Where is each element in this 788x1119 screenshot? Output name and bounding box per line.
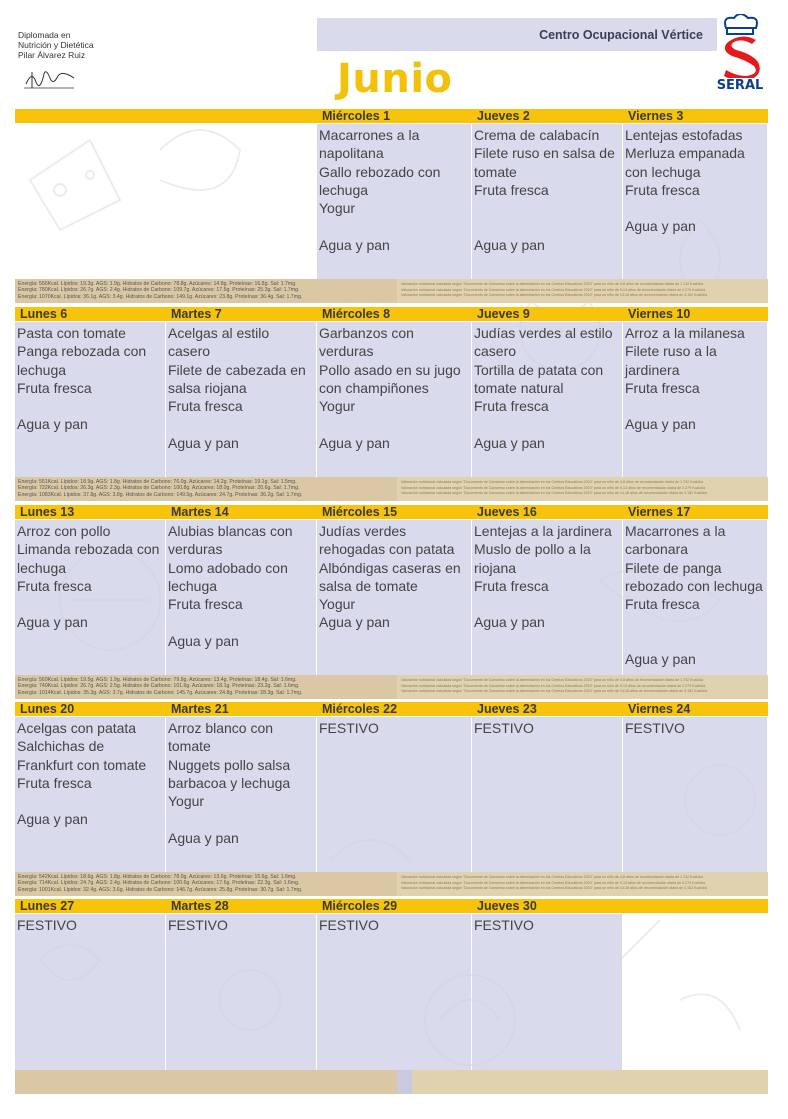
- day-menu-cell: [623, 322, 767, 487]
- week-header-bar: [15, 505, 768, 519]
- menu-item: Agua y pan: [168, 829, 239, 846]
- menu-item: casero: [474, 343, 517, 360]
- menu-item: Merluza empanada: [625, 145, 745, 162]
- menu-item: rebozado con lechuga: [625, 577, 763, 594]
- menu-item: Fruta fresca: [17, 774, 92, 791]
- day-header: Lunes 27: [20, 899, 75, 913]
- day-header: Viernes 17: [628, 505, 691, 519]
- reference-line: Valoración nutricional calculada según "Documento de Consenso sobre la alimentación en los Centros Educativos 2010" para un niño de 14-18 años de recomendación diaria de 3.152 Kcal/día: [401, 886, 708, 891]
- menu-item: Fruta fresca: [474, 398, 549, 415]
- day-menu-cell: [472, 717, 622, 885]
- menu-item: Tortilla de patata con: [474, 361, 604, 378]
- menu-item: verduras: [168, 541, 223, 558]
- menu-list: [474, 324, 620, 452]
- menu-item: salsa riojana: [168, 379, 247, 396]
- day-menu-cell: [317, 520, 471, 687]
- reference-line: Valoración nutricional calculada según "Documento de Consenso sobre la alimentación en los Centros Educativos 2010" para un niño de 9-13 años de recomendación diaria de 2.279 Kcal/día: [401, 683, 706, 688]
- menu-item: Agua y pan: [625, 218, 696, 235]
- reference-line: Valoración nutricional calculada según "Documento de Consenso sobre la alimentación en los Centros Educativos 2010" para un niño de 14-18 años de recomendación diaria de 3.152 Kcal/día: [401, 293, 708, 298]
- day-menu-cell: [623, 717, 767, 885]
- day-header: Miércoles 8: [322, 307, 391, 321]
- menu-item: Fruta fresca: [17, 379, 92, 396]
- nutrition-line: Energía: 1070Kcal. Lípidos: 36.1g. AGS: 3.4g. Hidratos de Carbono: 149.1g. Azúcares: 23.8g. Proteínas: 36.4g. Sal: 1.7mg.: [18, 293, 303, 300]
- menu-list: [474, 916, 620, 934]
- menu-item: Lentejas a la jardinera: [474, 523, 612, 539]
- footer-band: [15, 1070, 412, 1094]
- menu-item: FESTIVO: [168, 917, 228, 933]
- menu-item: Fruta fresca: [168, 596, 243, 613]
- menu-item: Frankfurt con tomate: [17, 756, 147, 773]
- menu-item: carbonara: [625, 541, 689, 558]
- menu-item: [319, 415, 469, 433]
- menu-item: Lentejas estofadas: [625, 127, 743, 143]
- week-header-bar: [15, 899, 768, 913]
- menu-item: Fruta fresca: [625, 379, 700, 396]
- day-menu-cell: [472, 914, 622, 1079]
- day-header: Martes 28: [171, 899, 229, 913]
- menu-item: Agua y pan: [168, 632, 239, 649]
- footer-band: [412, 1070, 768, 1094]
- day-menu-cell: [623, 520, 767, 687]
- menu-item: Agua y pan: [625, 416, 696, 433]
- menu-item: riojana: [474, 559, 517, 576]
- menu-item: Garbanzos con: [319, 325, 414, 341]
- menu-item: rehogadas con patata: [319, 541, 455, 558]
- day-header: Miércoles 15: [322, 505, 398, 519]
- menu-item: Fruta fresca: [625, 596, 700, 613]
- day-header: Lunes 13: [20, 505, 75, 519]
- menu-item: [168, 415, 314, 433]
- menu-item: FESTIVO: [474, 720, 534, 736]
- menu-item: Macarrones a la: [319, 127, 420, 143]
- menu-item: Arroz a la milanesa: [625, 325, 745, 341]
- day-menu-cell: [317, 322, 471, 487]
- day-menu-cell: [166, 520, 316, 687]
- month-title: Junio: [337, 56, 453, 102]
- menu-item: Arroz blanco con: [168, 720, 274, 736]
- week-header-bar: [15, 109, 768, 123]
- day-header: Martes 14: [171, 505, 229, 519]
- nutrition-line: Energía: 551Kcal. Lípidos: 18.9g. AGS: 1.8g. Hidratos de Carbono: 76.0g. Azúcares: 14.2g. Proteínas: 19.1g. Sal: 1.5mg.: [18, 479, 297, 485]
- day-header: Martes 7: [171, 307, 222, 321]
- menu-item: Gallo rebozado con: [319, 163, 441, 180]
- menu-item: Nuggets pollo salsa: [168, 756, 291, 773]
- day-menu-cell: [472, 520, 622, 687]
- menu-item: Yogur: [319, 398, 356, 415]
- menu-item: [625, 397, 765, 415]
- nutrition-reference: [397, 477, 768, 501]
- menu-item: tomate: [474, 163, 517, 180]
- menu-item: Yogur: [319, 200, 356, 217]
- menu-item: Acelgas con patata: [17, 720, 137, 736]
- day-menu-cell: [472, 124, 622, 292]
- menu-list: [168, 522, 314, 650]
- reference-line: Valoración nutricional calculada según "Documento de Consenso sobre la alimentación en los Centros Educativos 2010" para un niño de 9-13 años de recomendación diaria de 2.279 Kcal/día: [401, 485, 706, 490]
- reference-line: Valoración nutricional calculada según "Documento de Consenso sobre la alimentación en los Centros Educativos 2010" para un niño de 4-8 años de recomendación diaria de 1.742 Kcal/día: [401, 480, 704, 484]
- nutrition-summary: [15, 477, 412, 501]
- day-header: Jueves 30: [477, 899, 537, 913]
- menu-list: [625, 126, 765, 236]
- menu-item: Agua y pan: [474, 614, 545, 631]
- dietitian-line: Nutrición y Dietética: [18, 40, 94, 50]
- nutrition-summary: [15, 279, 412, 303]
- menu-list: [168, 719, 314, 847]
- menu-item: Agua y pan: [17, 416, 88, 433]
- day-menu-cell: [166, 717, 316, 885]
- menu-item: [17, 595, 163, 613]
- day-menu-cell: [166, 322, 316, 487]
- menu-item: [625, 199, 765, 217]
- reference-line: Valoración nutricional calculada según "Documento de Consenso sobre la alimentación en los Centros Educativos 2010" para un niño de 4-8 años de recomendación diaria de 1.742 Kcal/día: [401, 678, 704, 682]
- day-header: Viernes 10: [628, 307, 691, 321]
- nutrition-line: Energía: 740Kcal. Lípidos: 26.7g. AGS: 2.5g. Hidratos de Carbono: 101.6g. Azúcares: 18.1g. Proteínas: 23.2g. Sal: 1.6mg.: [18, 683, 300, 690]
- menu-item: Yogur: [168, 793, 205, 810]
- menu-item: Albóndigas caseras en: [319, 559, 461, 576]
- week-header-bar: [15, 307, 768, 321]
- menu-list: [168, 916, 314, 934]
- menu-item: [625, 613, 765, 631]
- menu-item: Fruta fresca: [168, 398, 243, 415]
- menu-item: Agua y pan: [474, 434, 545, 451]
- menu-item: Agua y pan: [168, 434, 239, 451]
- menu-item: [474, 595, 620, 613]
- nutrition-line: Energía: 722Kcal. Lípidos: 26.3g. AGS: 2.3g. Hidratos de Carbono: 100.8g. Azúcares: 18.0g. Proteínas: 20.6g. Sal: 1.7mg.: [18, 485, 300, 492]
- nutrition-line: Energía: 556Kcal. Lípidos: 19.3g. AGS: 1.9g. Hidratos de Carbono: 78.8g. Azúcares: 14.8g. Proteínas: 16.8g. Sal: 1.7mg.: [18, 281, 297, 287]
- day-menu-cell: [317, 914, 471, 1079]
- menu-item: Fruta fresca: [474, 577, 549, 594]
- menu-item: Agua y pan: [319, 434, 390, 451]
- nutrition-line: Energía: 714Kcal. Lípidos: 24.7g. AGS: 2.4g. Hidratos de Carbono: 100.6g. Azúcares: 17.6g. Proteínas: 22.3g. Sal: 1.6mg.: [18, 880, 300, 887]
- menu-list: [474, 719, 620, 737]
- menu-item: FESTIVO: [474, 917, 534, 933]
- menu-item: [17, 792, 163, 810]
- menu-list: [625, 719, 765, 737]
- menu-item: verduras: [319, 343, 374, 360]
- center-name: Centro Ocupacional Vértice: [539, 28, 703, 42]
- menu-item: [17, 397, 163, 415]
- menu-item: [319, 217, 469, 235]
- day-menu-cell: [317, 717, 471, 885]
- menu-item: Filete de cabezada en: [168, 361, 306, 378]
- menu-list: [319, 719, 469, 737]
- menu-list: [168, 324, 314, 452]
- menu-item: [474, 415, 620, 433]
- menu-item: FESTIVO: [17, 917, 77, 933]
- menu-item: Fruta fresca: [474, 181, 549, 198]
- menu-item: casero: [168, 343, 211, 360]
- menu-item: lechuga: [319, 181, 369, 198]
- menu-item: Fruta fresca: [17, 577, 92, 594]
- menu-item: Judías verdes al estilo: [474, 325, 613, 341]
- day-header: Miércoles 29: [322, 899, 398, 913]
- nutrition-line: Energía: 1001Kcal. Lípidos: 32.4g. AGS: 3.6g. Hidratos de Carbono: 146.7g. Azúcares: 25.8g. Proteínas: 30.7g. Sal: 1.7mg.: [18, 886, 303, 893]
- menu-item: tomate: [168, 738, 211, 755]
- menu-item: Macarrones a la: [625, 523, 726, 539]
- menu-item: Panga rebozada con: [17, 343, 147, 360]
- dietitian-line: Diplomada en: [18, 30, 71, 40]
- menu-list: [474, 522, 620, 632]
- menu-item: Yogur: [319, 596, 356, 613]
- nutrition-summary: [15, 872, 412, 896]
- menu-item: Filete ruso en salsa de: [474, 145, 615, 162]
- menu-item: Arroz con pollo: [17, 523, 111, 539]
- day-menu-cell: [317, 124, 471, 292]
- logo-text: SERAL: [716, 78, 764, 93]
- day-header: Jueves 16: [477, 505, 537, 519]
- menu-item: barbacoa y lechuga: [168, 774, 291, 791]
- menu-list: [319, 126, 469, 254]
- week-header-bar: [15, 702, 768, 716]
- reference-line: Valoración nutricional calculada según "Documento de Consenso sobre la alimentación en los Centros Educativos 2010" para un niño de 9-13 años de recomendación diaria de 2.279 Kcal/día: [401, 287, 706, 292]
- day-header: Jueves 9: [477, 307, 530, 321]
- day-menu-cell: [15, 322, 165, 487]
- menu-item: Agua y pan: [319, 236, 390, 253]
- menu-item: tomate natural: [474, 379, 564, 396]
- menu-item: Agua y pan: [625, 651, 696, 668]
- day-menu-cell: [623, 124, 767, 292]
- day-header: Martes 21: [171, 702, 229, 716]
- nutrition-reference: [397, 872, 768, 896]
- menu-item: Salchichas de: [17, 738, 105, 755]
- menu-list: [17, 719, 163, 829]
- day-header: Lunes 6: [20, 307, 68, 321]
- menu-item: [625, 632, 765, 650]
- menu-item: Filete ruso a la: [625, 343, 717, 360]
- menu-item: Acelgas al estilo: [168, 325, 270, 341]
- reference-line: Valoración nutricional calculada según "Documento de Consenso sobre la alimentación en los Centros Educativos 2010" para un niño de 4-8 años de recomendación diaria de 1.742 Kcal/día: [401, 875, 704, 879]
- nutrition-line: Energía: 780Kcal. Lípidos: 26.7g. AGS: 2.4g. Hidratos de Carbono: 109.7g. Azúcares: 17.5g. Proteínas: 25.3g. Sal: 1.7mg.: [18, 287, 300, 294]
- menu-item: Agua y pan: [319, 614, 390, 631]
- menu-list: [319, 324, 469, 452]
- menu-item: con champiñones: [319, 379, 429, 396]
- day-menu-cell: [15, 717, 165, 885]
- menu-item: Pasta con tomate: [17, 325, 126, 341]
- menu-item: [474, 199, 620, 217]
- footer-band: [397, 1070, 412, 1094]
- nutrition-line: Energía: 542Kcal. Lípidos: 18.6g. AGS: 1.8g. Hidratos de Carbono: 78.0g. Azúcares: 13.6g. Proteínas: 15.6g. Sal: 1.6mg.: [18, 874, 297, 880]
- menu-item: Filete de panga: [625, 559, 722, 576]
- menu-item: Agua y pan: [17, 811, 88, 828]
- menu-item: lechuga: [168, 577, 218, 594]
- menu-list: [17, 916, 163, 934]
- menu-item: Agua y pan: [17, 614, 88, 631]
- menu-list: [17, 324, 163, 434]
- menu-item: Alubias blancas con: [168, 523, 293, 539]
- day-header: Miércoles 22: [322, 702, 398, 716]
- menu-item: Lomo adobado con: [168, 559, 288, 576]
- nutrition-summary: [15, 675, 412, 699]
- nutrition-reference: [397, 675, 768, 699]
- menu-item: Crema de calabacín: [474, 127, 600, 143]
- day-menu-cell: [15, 914, 165, 1079]
- reference-line: Valoración nutricional calculada según "Documento de Consenso sobre la alimentación en los Centros Educativos 2010" para un niño de 14-18 años de recomendación diaria de 3.152 Kcal/día: [401, 491, 708, 496]
- menu-list: [625, 324, 765, 434]
- menu-item: FESTIVO: [319, 720, 379, 736]
- day-menu-cell: [472, 322, 622, 487]
- reference-line: Valoración nutricional calculada según "Documento de Consenso sobre la alimentación en los Centros Educativos 2010" para un niño de 14-18 años de recomendación diaria de 3.152 Kcal/día: [401, 689, 708, 694]
- menu-item: jardinera: [625, 361, 680, 378]
- menu-item: Limanda rebozada con: [17, 541, 160, 558]
- menu-item: Agua y pan: [474, 236, 545, 253]
- menu-list: [625, 522, 765, 668]
- nutrition-line: Energía: 1083Kcal. Lípidos: 37.8g. AGS: 3.8g. Hidratos de Carbono: 149.5g. Azúcares: 24.7g. Proteínas: 36.2g. Sal: 1.7mg.: [18, 491, 303, 498]
- menu-list: [474, 126, 620, 254]
- reference-line: Valoración nutricional calculada según "Documento de Consenso sobre la alimentación en los Centros Educativos 2010" para un niño de 9-13 años de recomendación diaria de 2.279 Kcal/día: [401, 880, 706, 885]
- menu-item: FESTIVO: [625, 720, 685, 736]
- dietitian-line: Pilar Álvarez Ruiz: [18, 50, 86, 60]
- nutrition-line: Energía: 1014Kcal. Lípidos: 35.3g. AGS: 3.7g. Hidratos de Carbono: 145.7g. Azúcares: 24.8g. Proteínas: 28.3g. Sal: 1.7mg.: [18, 689, 303, 696]
- menu-item: [168, 810, 314, 828]
- menu-item: Pollo asado en su jugo: [319, 361, 461, 378]
- menu-item: Fruta fresca: [625, 181, 700, 198]
- day-header: Miércoles 1: [322, 109, 391, 123]
- menu-item: FESTIVO: [319, 917, 379, 933]
- reference-line: Valoración nutricional calculada según "Documento de Consenso sobre la alimentación en los Centros Educativos 2010" para un niño de 4-8 años de recomendación diaria de 1.742 Kcal/día: [401, 282, 704, 286]
- menu-item: napolitana: [319, 145, 384, 162]
- menu-item: con lechuga: [625, 163, 701, 180]
- day-header: Jueves 23: [477, 702, 537, 716]
- menu-item: salsa de tomate: [319, 577, 418, 594]
- menu-list: [319, 916, 469, 934]
- day-header: Lunes 20: [20, 702, 75, 716]
- menu-item: [474, 217, 620, 235]
- menu-item: Muslo de pollo a la: [474, 541, 591, 558]
- day-header: Jueves 2: [477, 109, 530, 123]
- menu-item: [168, 613, 314, 631]
- menu-list: [17, 522, 163, 632]
- menu-item: Judías verdes: [319, 523, 407, 539]
- nutrition-reference: [397, 279, 768, 303]
- day-menu-cell: [166, 914, 316, 1079]
- day-header: Viernes 24: [628, 702, 691, 716]
- day-menu-cell: [15, 520, 165, 687]
- nutrition-line: Energía: 569Kcal. Lípidos: 19.5g. AGS: 1.9g. Hidratos de Carbono: 79.9g. Azúcares: 13.4g. Proteínas: 18.4g. Sal: 1.6mg.: [18, 677, 297, 683]
- day-header: Viernes 3: [628, 109, 684, 123]
- menu-item: lechuga: [17, 361, 67, 378]
- menu-list: [319, 522, 469, 632]
- menu-item: lechuga: [17, 559, 67, 576]
